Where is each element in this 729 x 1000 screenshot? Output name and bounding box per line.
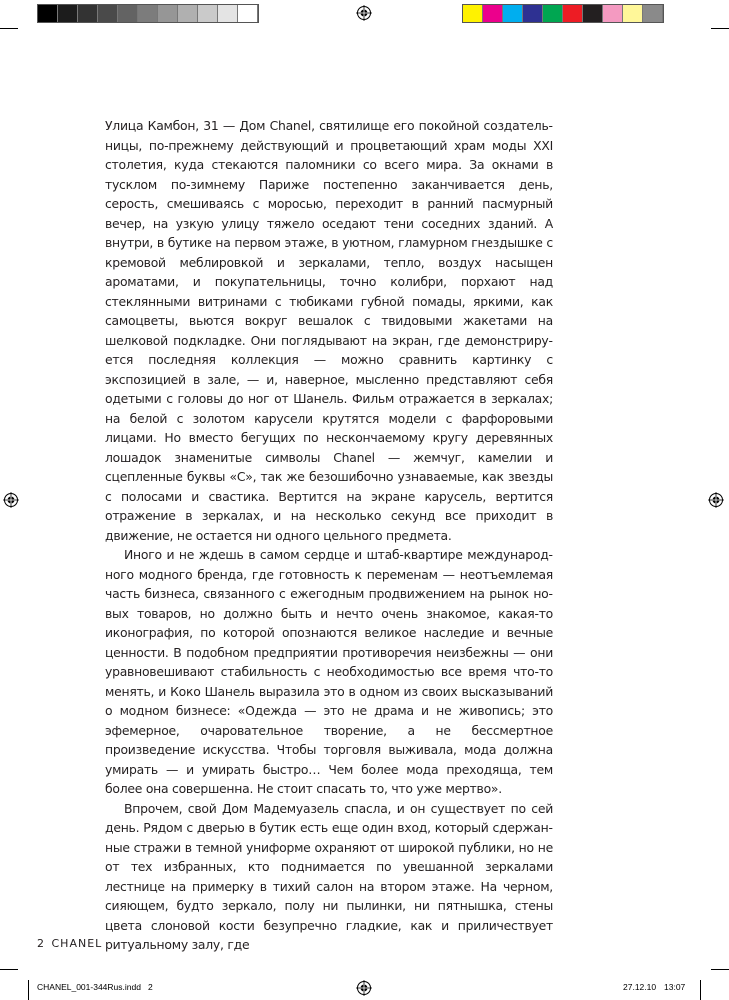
slug-date: 27.12.10 (623, 982, 657, 992)
grayscale-swatch-3 (78, 5, 98, 22)
crop-mark-top-right-h (711, 28, 729, 29)
process-swatch-2 (483, 5, 503, 22)
paragraph-2: Иного и не ждешь в самом сердце и штаб-квартире международного модного бренда, где готовность к переменам — неотъемлемая часть бизнеса, связанного с ежегодным продвижением на рынок новых товаров, но должно быть и нечто очень знакомое, какая-то иконография, по которой опознаются великое наследие и вечные ценности. В подобном предприятии противоречия неизбежны — они уравновешивают стабильность с необходимостью все время что-то менять, и Коко Шанель выразила это в одном из своих высказываний о модном бизнесе: «Одежда — это не драма и не живопись; это эфемерное, очаровательное творение, а не бессмертное произведение искусства. Чтобы торговля выживала, мода должна умирать — и умирать быстро… Чем более мода преходяща, тем более она совершенна. Не стоит спасать то, что уже мертво». (105, 547, 553, 796)
grayscale-swatch-5 (118, 5, 138, 22)
grayscale-swatch-10 (218, 5, 238, 22)
registration-mark-bottom-icon (356, 980, 372, 996)
page-folio (37, 937, 102, 950)
registration-mark-right-icon (708, 492, 724, 508)
slug-time: 13:07 (664, 982, 686, 992)
grayscale-swatch-4 (98, 5, 118, 22)
process-swatch-7 (583, 5, 603, 22)
grayscale-color-bar (37, 4, 259, 23)
running-title: CHANEL (51, 937, 103, 950)
process-swatch-3 (503, 5, 523, 22)
paragraph-1: Улица Камбон, 31 — Дом Chanel, святилище его покойной создательницы, по-прежнему действующий и процветающий храм моды XXI столетия, куда стекаются паломники со всего мира. За окнами в тусклом по-зимнему Париже постепенно заканчивается день, серость, смешиваясь с моросью, переходит в ранний пасмурный вечер, на узкую улицу тяжело оседают тени соседних зданий. А внутри, в бутике на первом этаже, в уютном, гламурном гнездышке с кремовой меблировкой и зеркалами, тепло, воздух насыщен ароматами, и покупательницы, точно колибри, порхают над стеклянными витринами с тюбиками губной помады, яркими, как самоцветы, вьются вокруг вешалок с твидовыми жакетами на шелковой подкладке. Они поглядывают на экран, где демонстрируется последняя коллекция — можно сравнить картинку с экспозицией в зале, — и, наверное, мысленно представляют себя одетыми с головы до ног от Шанель. Фильм отражается в зеркалах; на белой с золотом карусели крутятся модели с фарфоровыми лицами. Но вместо бегущих по нескончаемому кругу деревянных лошадок знаменитые символы Chanel — жемчуг, камелии и сцепленные буквы «С», так же безошибочно узнаваемые, как звезды с полосами и свастика. Вертится на экране карусель, вертится отражение в зеркалах, и на несколько секунд все приходит в движение, не остается ни одного цельного предмета. (105, 118, 553, 543)
grayscale-swatch-1 (38, 5, 58, 22)
process-swatch-9 (623, 5, 643, 22)
grayscale-swatch-9 (198, 5, 218, 22)
grayscale-swatch-6 (138, 5, 158, 22)
crop-mark-bottom-left-v (28, 980, 29, 1000)
process-swatch-6 (563, 5, 583, 22)
page-number: 2 (37, 937, 44, 950)
grayscale-swatch-11 (238, 5, 258, 22)
process-swatch-4 (523, 5, 543, 22)
crop-mark-top-left-h (0, 28, 18, 29)
registration-mark-left-icon (3, 492, 19, 508)
crop-mark-bottom-left-h (0, 969, 18, 970)
process-swatch-5 (543, 5, 563, 22)
grayscale-swatch-8 (178, 5, 198, 22)
slug-filename: CHANEL_001-344Rus.indd 2 (37, 982, 153, 992)
process-swatch-1 (463, 5, 483, 22)
process-swatch-8 (603, 5, 623, 22)
process-color-bar (462, 4, 664, 23)
process-swatch-10 (643, 5, 663, 22)
crop-mark-bottom-right-v (700, 980, 701, 1000)
grayscale-swatch-2 (58, 5, 78, 22)
crop-mark-bottom-right-h (711, 969, 729, 970)
grayscale-swatch-7 (158, 5, 178, 22)
registration-mark-top-icon (356, 5, 372, 21)
body-text (105, 116, 553, 955)
paragraph-3: Впрочем, свой Дом Мадемуазель спасла, и он существует по сей день. Рядом с дверью в бутик есть еще один вход, который сдержанные стражи в темной униформе охраняют от широкой публики, но не от тех избранных, кто поднимается по увешанной зеркалами лестнице на примерку в тихий салон на втором этаже. На черном, сияющем, будто зеркало, полу ни пылинки, ни пятнышка, стены цвета слоновой кости безупречно гладкие, как и приличествует ритуальному залу, где (105, 800, 553, 952)
